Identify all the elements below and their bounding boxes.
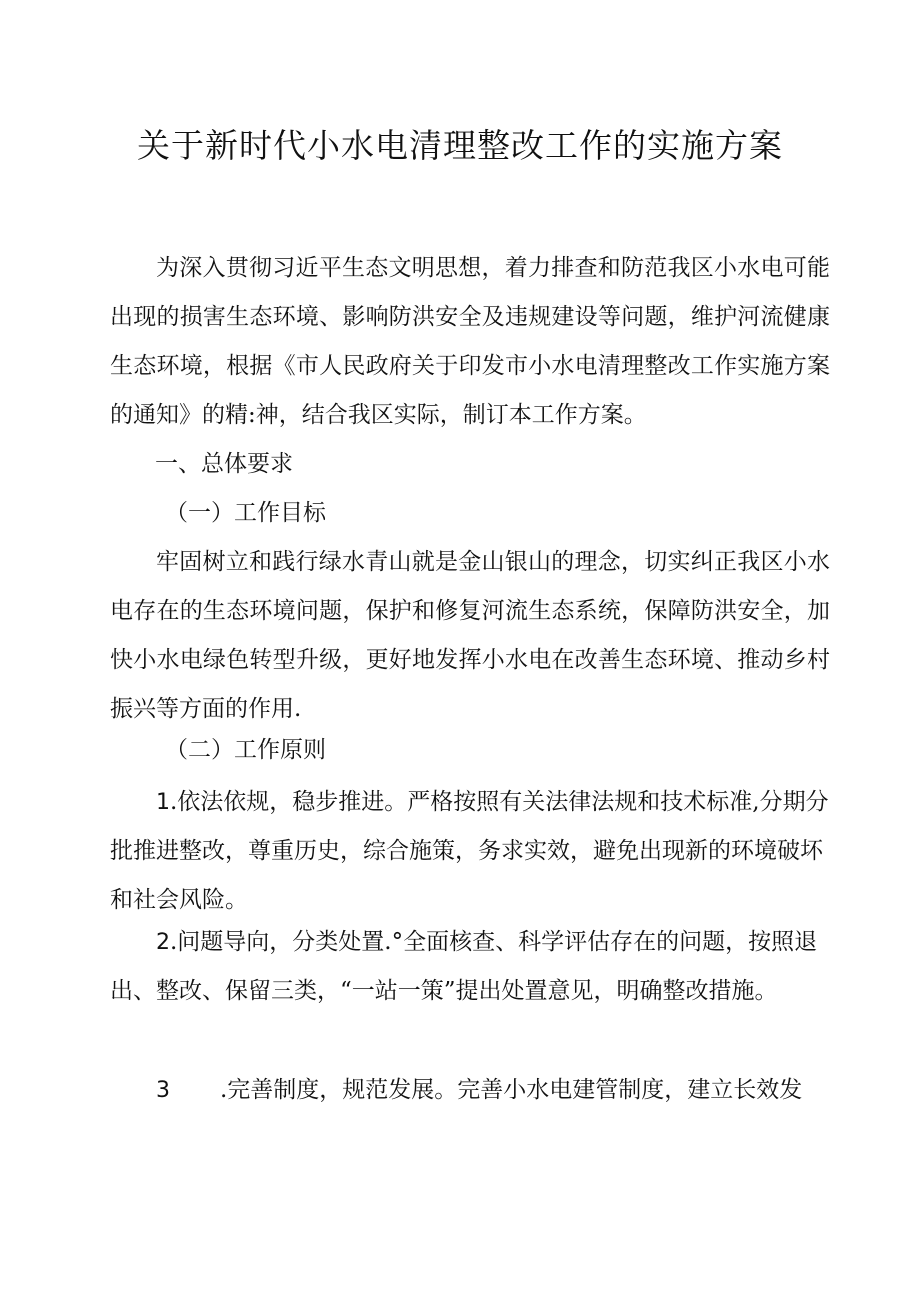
intro-paragraph: 为深入贯彻习近平生态文明思想，着力排查和防范我区小水电可能出现的损害生态环境、影响防洪安全及违规建设等问题，维护河流健康生态环境，根据《市人民政府关于印发市小水电清理整改工作实施方案的通知》的精:神，结合我区实际，制订本工作方案。 bbox=[110, 255, 830, 428]
principle-item bbox=[110, 778, 830, 925]
subsection-heading-work-principles: （二）工作原则 bbox=[165, 737, 326, 763]
document-title: 关于新时代小水电清理整改工作的实施方案 bbox=[137, 126, 783, 165]
principle-text: .问题导向，分类处置.°全面核查、科学评估存在的问题，按照退出、整改、保留三类，“一站一策”提出处置意见，明确整改措施。 bbox=[110, 929, 818, 1004]
principle-text: .依法依规，稳步推进。严格按照有关法律法规和技术标准,分期分批推进整改，尊重历史，综合施策，务求实效，避免出现新的环境破坏和社会风险。 bbox=[110, 789, 829, 913]
principle-number: 2 bbox=[156, 930, 170, 955]
principle-number: 1 bbox=[156, 790, 170, 815]
subsection-heading-work-goals: （一）工作目标 bbox=[165, 500, 326, 526]
work-goals-paragraph: 牢固树立和践行绿水青山就是金山银山的理念，切实纠正我区小水电存在的生态环境问题，保护和修复河流生态系统，保障防洪安全，加快小水电绿色转型升级，更好地发挥小水电在改善生态环境、推动乡村振兴等方面的作用. bbox=[110, 549, 830, 722]
principle-item bbox=[110, 1066, 830, 1115]
principle-text: .完善制度，规范发展。完善小水电建管制度，建立长效发 bbox=[220, 1077, 803, 1103]
principle-item bbox=[110, 918, 830, 1016]
principle-number: 3 bbox=[156, 1078, 170, 1103]
section-heading-overall-requirements: 一、总体要求 bbox=[155, 451, 293, 477]
